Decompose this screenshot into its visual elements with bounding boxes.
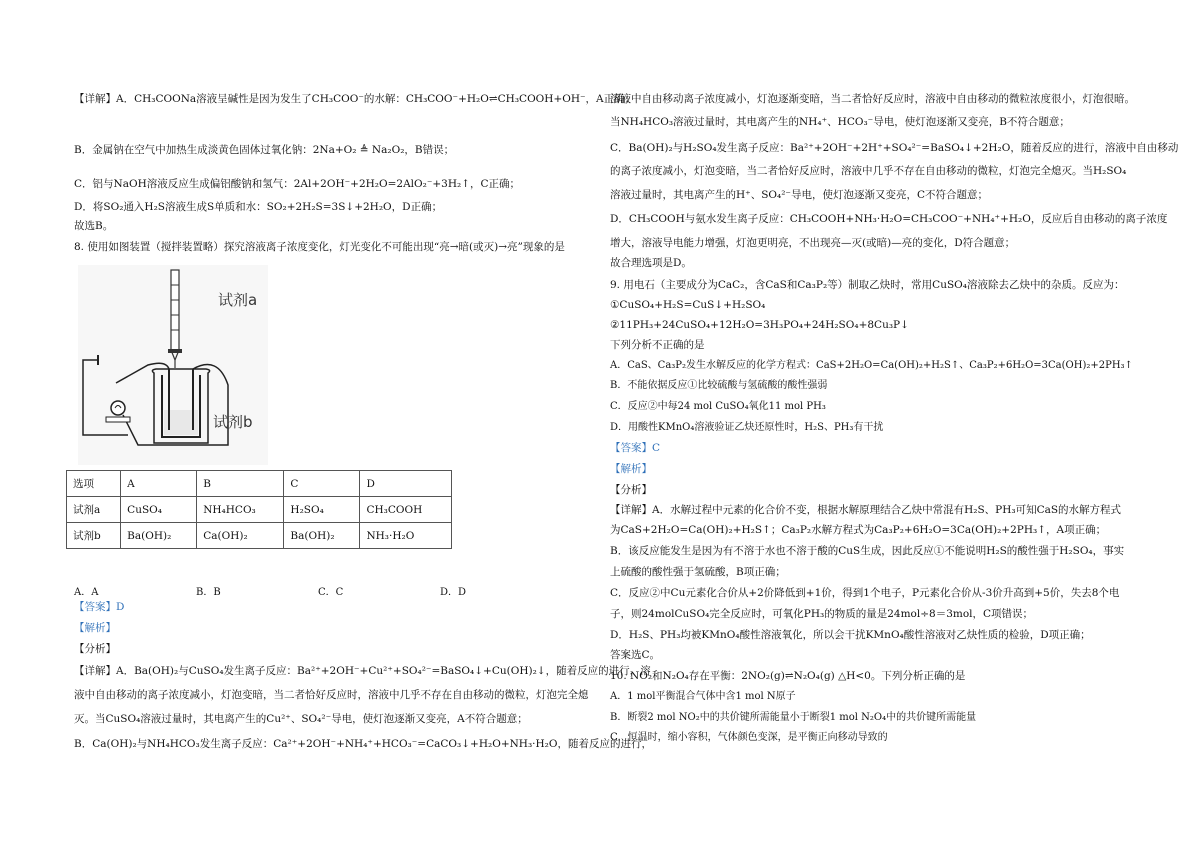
right-line-3: C．Ba(OH)₂与H₂SO₄发生离子反应：Ba²⁺+2OH⁻+2H⁺+SO₄²⁻=BaSO₄↓+2H₂O，随着反应的进行，溶液中自由移动 (610, 142, 1179, 154)
question-9-option-b: B．不能依据反应①比较硫酸与氢硫酸的酸性强弱 (610, 380, 828, 391)
question-10-option-c: C．恒温时，缩小容积，气体颜色变深，是平衡正向移动导致的 (610, 732, 888, 743)
detail-9-line-3: B．该反应能发生是因为有不溶于水也不溶于酸的CuS生成，因此反应①不能说明H₂S的酸性强于H₂SO₄，事实 (610, 545, 1125, 557)
reagent-a-label: 试剂a (218, 291, 258, 309)
question-9-option-c: C．反应②中每24 mol CuSO₄氧化11 mol PH₃ (610, 401, 826, 412)
table-cell: Ba(OH)₂ (284, 523, 360, 549)
left-line-3: C．铝与NaOH溶液反应生成偏铝酸钠和氢气：2Al+2OH⁻+2H₂O=2AlO₂⁻+3H₂↑，C正确； (74, 178, 521, 190)
answer-label-8: 【答案】D (74, 601, 125, 613)
detail-9-line-5: C．反应②中Cu元素化合价从+2价降低到+1价，得到1个电子，P元素化合价从-3价升高到+5价，失去8个电 (610, 587, 1120, 599)
question-9-reaction-1: ①CuSO₄+H₂S=CuS↓+H₂SO₄ (610, 299, 766, 311)
table-cell: NH₄HCO₃ (197, 497, 284, 523)
analysis-label-8: 【解析】 (74, 622, 116, 634)
right-line-4: 的离子浓度减小，灯泡变暗，当二者恰好反应时，溶液中几乎不存在自由移动的微粒，灯泡完全熄灭。当H₂SO₄ (610, 165, 1127, 177)
apparatus-figure (78, 265, 268, 469)
question-10-option-b: B．断裂2 mol NO₂中的共价键所需能量小于断裂1 mol N₂O₄中的共价键所需能量 (610, 712, 977, 723)
right-line-7: 增大，溶液导电能力增强，灯泡更明亮，不出现亮—灭(或暗)—亮的变化，D符合题意； (610, 237, 1016, 249)
table-row (67, 471, 452, 497)
table-cell: D (360, 471, 452, 497)
reagent-table (66, 470, 452, 549)
detail-9-line-4: 上硫酸的酸性强于氢硫酸，B项正确； (610, 566, 786, 578)
left-line-4: D．将SO₂通入H₂S溶液生成S单质和水：SO₂+2H₂S=3S↓+2H₂O，D正确； (74, 201, 443, 213)
table-row (67, 497, 452, 523)
table-cell: 选项 (67, 471, 121, 497)
detail-9-line-6: 子，则24molCuSO₄完全反应时，可氧化PH₃的物质的量是24mol÷8＝3mol，C项错误； (610, 608, 1034, 620)
analysis-label-9: 【解析】 (610, 463, 652, 475)
right-line-6: D．CH₃COOH与氨水发生离子反应：CH₃COOH+NH₃·H₂O=CH₃COO⁻+NH₄⁺+H₂O，反应后自由移动的离子浓度 (610, 213, 1168, 225)
question-8: 8. 使用如图装置（搅拌装置略）探究溶液离子浓度变化，灯光变化不可能出现“亮→暗(或灭)→亮”现象的是 (74, 241, 565, 253)
reagent-b-label: 试剂b (213, 413, 253, 431)
option-d: D．D (440, 587, 467, 598)
detail-8-line-3: 灭。当CuSO₄溶液过量时，其电离产生的Cu²⁺、SO₄²⁻导电，使灯泡逐渐又变亮，A不符合题意； (74, 713, 528, 725)
fenxi-label-8: 【分析】 (74, 643, 116, 655)
table-cell: Ba(OH)₂ (121, 523, 197, 549)
detail-9-line-2: 为CaS+2H₂O=Ca(OH)₂+H₂S↑；Ca₃P₂水解方程式为Ca₃P₂+6H₂O=3Ca(OH)₂+2PH₃↑，A项正确； (610, 524, 1107, 536)
table-cell: 试剂a (67, 497, 121, 523)
question-9-option-a: A．CaS、Ca₃P₂发生水解反应的化学方程式：CaS+2H₂O=Ca(OH)₂+H₂S↑、Ca₃P₂+6H₂O=3Ca(OH)₂+2PH₃↑ (610, 360, 1133, 371)
question-10-option-a: A．1 mol平衡混合气体中含1 mol N原子 (610, 691, 796, 702)
table-cell: A (121, 471, 197, 497)
table-row (67, 523, 452, 549)
table-cell: B (197, 471, 284, 497)
detail-9-line-1: 【详解】A．水解过程中元素的化合价不变，根据水解原理结合乙炔中常混有H₂S、PH₃可知CaS的水解方程式 (610, 504, 1122, 516)
table-cell: 试剂b (67, 523, 121, 549)
right-line-5: 溶液过量时，其电离产生的H⁺、SO₄²⁻导电，使灯泡逐渐又变亮，C不符合题意； (610, 189, 988, 201)
detail-9-line-8: 答案选C。 (610, 649, 661, 661)
question-9-reaction-2: ②11PH₃+24CuSO₄+12H₂O=3H₃PO₄+24H₂SO₄+8Cu₃P↓ (610, 319, 909, 331)
question-9-option-d: D．用酸性KMnO₄溶液验证乙炔还原性时，H₂S、PH₃有干扰 (610, 422, 884, 433)
question-10: 10. NO₂和N₂O₄存在平衡：2NO₂(g)⇌N₂O₄(g) △H<0。下列分析正确的是 (610, 670, 966, 682)
left-line-5: 故选B。 (74, 220, 114, 232)
detail-8-line-4: B．Ca(OH)₂与NH₄HCO₃发生离子反应：Ca²⁺+2OH⁻+NH₄⁺+HCO₃⁻=CaCO₃↓+H₂O+NH₃·H₂O，随着反应的进行， (74, 738, 652, 750)
right-line-8: 故合理选项是D。 (610, 257, 692, 269)
table-cell: CuSO₄ (121, 497, 197, 523)
answer-label-9: 【答案】C (610, 442, 661, 454)
option-c: C．C (318, 587, 344, 598)
option-b: B．B (196, 587, 221, 598)
question-9: 9. 用电石（主要成分为CaC₂，含CaS和Ca₃P₂等）制取乙炔时，常用CuSO₄溶液除去乙炔中的杂质。反应为： (610, 279, 1125, 291)
left-line-2: B．金属钠在空气中加热生成淡黄色固体过氧化钠：2Na+O₂ ≜ Na₂O₂，B错误； (74, 144, 455, 156)
right-line-1: 溶液中自由移动离子浓度减小，灯泡逐渐变暗，当二者恰好反应时，溶液中自由移动的微粒浓度很小，灯泡很暗。 (610, 93, 1135, 105)
fenxi-label-9: 【分析】 (610, 484, 652, 496)
option-a: A．A (74, 587, 99, 598)
table-cell: Ca(OH)₂ (197, 523, 284, 549)
right-line-2: 当NH₄HCO₃溶液过量时，其电离产生的NH₄⁺、HCO₃⁻导电，使灯泡逐渐又变亮，B不符合题意； (610, 116, 1070, 128)
question-9-prompt: 下列分析不正确的是 (610, 339, 705, 351)
detail-8-line-1: 【详解】A．Ba(OH)₂与CuSO₄发生离子反应：Ba²⁺+2OH⁻+Cu²⁺+SO₄²⁻=BaSO₄↓+Cu(OH)₂↓，随着反应的进行，溶 (74, 665, 651, 677)
table-cell: C (284, 471, 360, 497)
table-cell: NH₃·H₂O (360, 523, 452, 549)
table-cell: CH₃COOH (360, 497, 452, 523)
left-line-1: 【详解】A．CH₃COONa溶液呈碱性是因为发生了CH₃COO⁻的水解：CH₃COO⁻+H₂O⇌CH₃COOH+OH⁻，A正确； (74, 93, 636, 105)
detail-9-line-7: D．H₂S、PH₃均被KMnO₄酸性溶液氧化，所以会干扰KMnO₄酸性溶液对乙炔性质的检验，D项正确； (610, 629, 1091, 641)
table-cell: H₂SO₄ (284, 497, 360, 523)
detail-8-line-2: 液中自由移动的离子浓度减小，灯泡变暗，当二者恰好反应时，溶液中几乎不存在自由移动的微粒，灯泡完全熄 (74, 689, 589, 701)
